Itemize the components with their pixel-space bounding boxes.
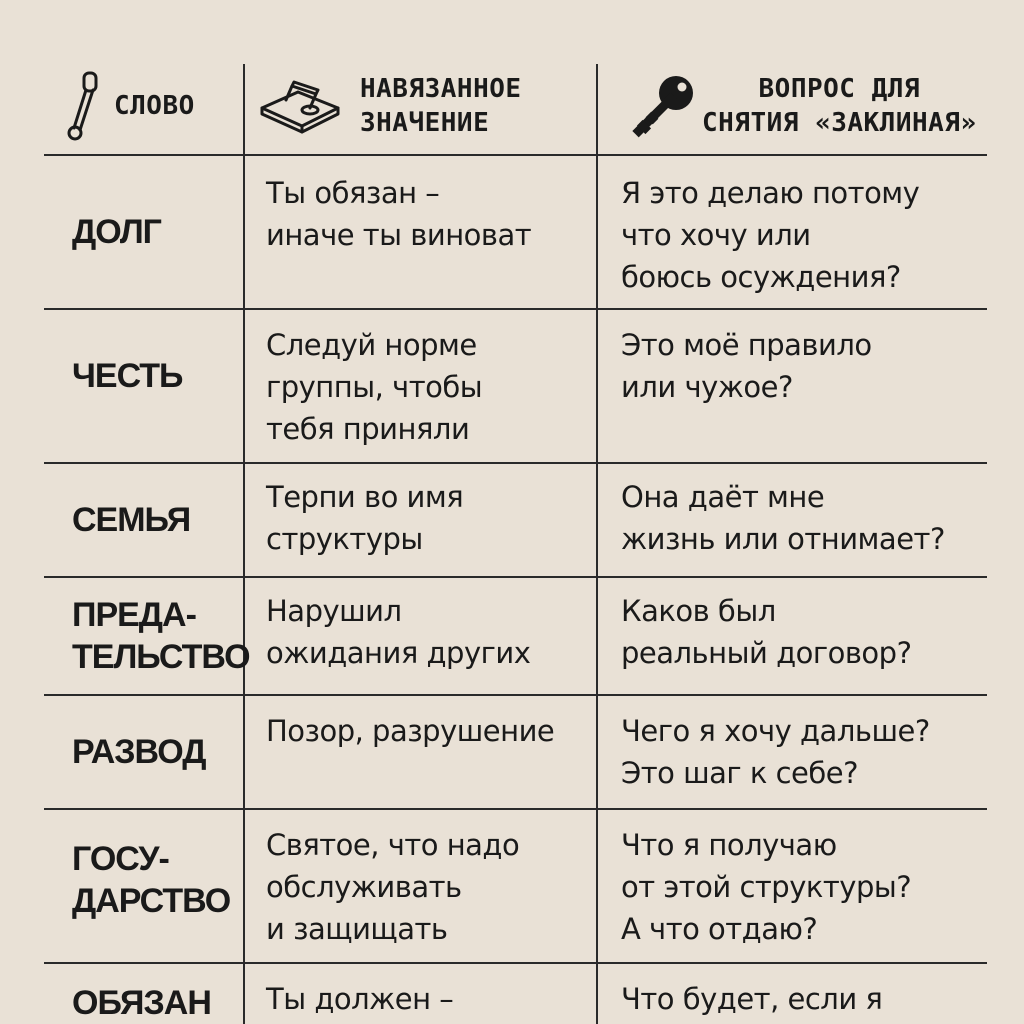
row-meaning: Следуй норме группы, чтобы тебя приняли [266, 328, 483, 446]
row-word: ОБЯЗАН [72, 984, 211, 1022]
safety-pin-icon [66, 70, 100, 142]
row-word: ГОСУ- ДАРСТВО [72, 840, 231, 920]
header-question [630, 58, 1000, 154]
table-row [0, 310, 1024, 462]
table-row [0, 964, 1024, 1024]
table-row [0, 464, 1024, 576]
row-meaning: Позор, разрушение [266, 714, 555, 748]
header-meaning-label: НАВЯЗАННОЕ ЗНАЧЕНИЕ [360, 74, 522, 138]
table-row [0, 696, 1024, 808]
table-row [0, 578, 1024, 694]
trap-icon [258, 78, 342, 134]
row-question: Что будет, если я [621, 982, 883, 1016]
row-question: Чего я хочу дальше? Это шаг к себе? [621, 714, 930, 790]
key-icon [630, 73, 696, 139]
row-meaning: Нарушил ожидания других [266, 594, 531, 670]
row-question: Каков был реальный договор? [621, 594, 912, 670]
table-row [0, 810, 1024, 962]
row-question: Она даёт мне жизнь или отнимает? [621, 480, 945, 556]
header-word-label: СЛОВО [114, 91, 195, 121]
row-word: ПРЕДА- ТЕЛЬСТВО [72, 596, 250, 676]
row-question: Что я получаю от этой структуры? А что отдаю? [621, 828, 912, 946]
row-meaning: Ты должен – [266, 982, 454, 1016]
row-word: СЕМЬЯ [72, 501, 191, 539]
header-meaning [258, 58, 594, 154]
row-word: ДОЛГ [72, 213, 161, 251]
row-meaning: Терпи во имя структуры [266, 480, 464, 556]
row-meaning: Святое, что надо обслуживать и защищать [266, 828, 520, 946]
row-question: Это моё правило или чужое? [621, 328, 872, 404]
header-question-label: ВОПРОС ДЛЯ СНЯТИЯ «ЗАКЛИНАЯ» [702, 74, 977, 138]
row-word: РАЗВОД [72, 733, 206, 771]
row-meaning: Ты обязан – иначе ты виноват [266, 176, 532, 252]
row-question: Я это делаю потому что хочу или боюсь осуждения? [621, 176, 920, 294]
row-word: ЧЕСТЬ [72, 357, 183, 395]
table-row [0, 156, 1024, 308]
header-word [66, 58, 241, 154]
